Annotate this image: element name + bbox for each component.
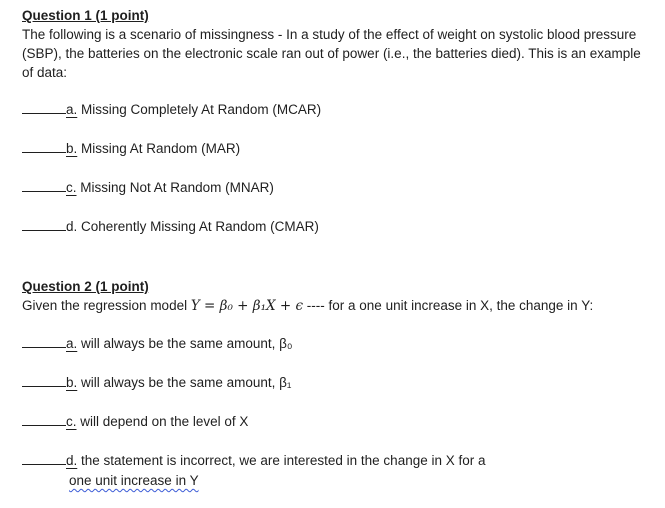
- answer-blank[interactable]: [22, 217, 66, 231]
- answer-blank[interactable]: [22, 334, 66, 348]
- question-2-text-suffix: ---- for a one unit increase in X, the change in Y:: [303, 298, 594, 313]
- q2-option-b[interactable]: [22, 373, 652, 393]
- option-label: Missing At Random (MAR): [81, 141, 241, 156]
- question-2-text: [22, 296, 652, 316]
- option-letter: b.: [66, 141, 78, 156]
- option-label: the statement is incorrect, we are interested in the change in X for a: [81, 453, 486, 468]
- question-1-text: The following is a scenario of missingness - In a study of the effect of weight on systolic blood pressure (SBP), the batteries on the electronic scale ran out of power (i.e., the batteries died). This is an example of data:: [22, 27, 641, 80]
- option-label-continued: one unit increase in Y: [69, 473, 199, 488]
- option-letter: d.: [66, 219, 78, 234]
- option-letter: a.: [66, 336, 78, 351]
- answer-blank[interactable]: [22, 178, 66, 192]
- option-label: will depend on the level of X: [80, 414, 249, 429]
- q1-option-a[interactable]: [22, 100, 652, 120]
- option-label: will always be the same amount, β₀: [81, 336, 293, 351]
- answer-blank[interactable]: [22, 373, 66, 387]
- option-label: Coherently Missing At Random (CMAR): [81, 219, 319, 234]
- q2-option-c[interactable]: [22, 412, 652, 432]
- q2-option-d[interactable]: [22, 451, 652, 471]
- option-letter: c.: [66, 414, 77, 429]
- q1-option-b[interactable]: [22, 139, 652, 159]
- q2-option-a[interactable]: [22, 334, 652, 354]
- question-1-title: Question 1 (1 point): [22, 8, 149, 23]
- regression-equation: Y = β₀ + β₁X + ϵ: [190, 298, 304, 314]
- q1-option-d[interactable]: [22, 217, 652, 237]
- option-letter: a.: [66, 102, 78, 117]
- document: [22, 6, 652, 491]
- option-letter: c.: [66, 180, 77, 195]
- answer-blank[interactable]: [22, 139, 66, 153]
- option-label: Missing Completely At Random (MCAR): [81, 102, 322, 117]
- option-letter: b.: [66, 375, 78, 390]
- question-2-title: Question 2 (1 point): [22, 279, 149, 294]
- answer-blank[interactable]: [22, 412, 66, 426]
- question-2-text-prefix: Given the regression model: [22, 298, 191, 313]
- option-letter: d.: [66, 453, 78, 468]
- q1-option-c[interactable]: [22, 178, 652, 198]
- option-label: will always be the same amount, β₁: [81, 375, 292, 390]
- option-label: Missing Not At Random (MNAR): [80, 180, 274, 195]
- answer-blank[interactable]: [22, 100, 66, 114]
- answer-blank[interactable]: [22, 451, 66, 465]
